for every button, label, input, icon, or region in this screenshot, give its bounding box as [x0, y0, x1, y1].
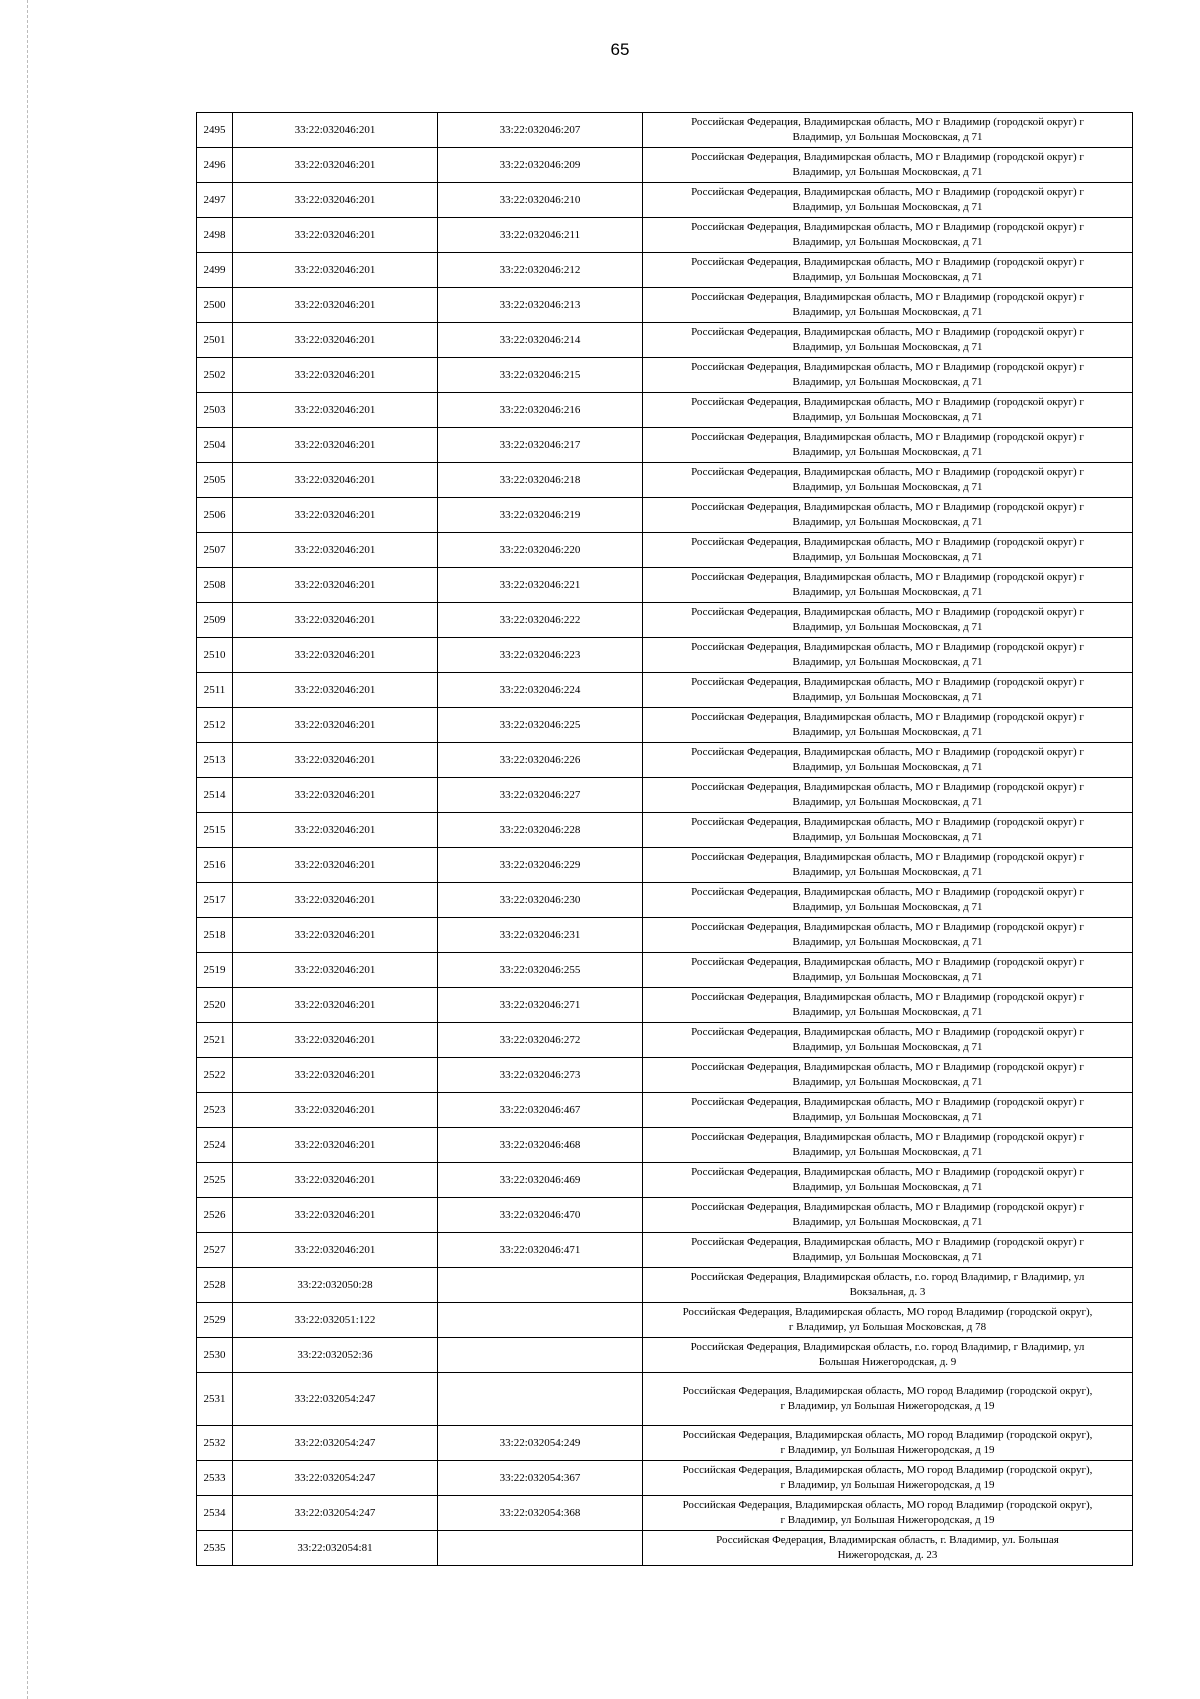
related-cadastral-number-cell: 33:22:032046:229 — [438, 848, 643, 883]
row-number-cell: 2512 — [197, 708, 233, 743]
address-line-1: Российская Федерация, Владимирская область, МО г Владимир (городской округ) г — [691, 536, 1084, 548]
table-row — [197, 113, 1133, 148]
address-cell — [643, 1373, 1133, 1426]
address-line-1: Российская Федерация, Владимирская область, МО г Владимир (городской округ) г — [691, 431, 1084, 443]
related-cadastral-number-cell: 33:22:032046:212 — [438, 253, 643, 288]
related-cadastral-number-cell: 33:22:032046:210 — [438, 183, 643, 218]
cadastral-number-cell: 33:22:032054:247 — [233, 1496, 438, 1531]
address-cell — [643, 1496, 1133, 1531]
row-number-cell: 2524 — [197, 1128, 233, 1163]
row-number-cell: 2496 — [197, 148, 233, 183]
address-line-1: Российская Федерация, Владимирская область, МО город Владимир (городской округ), — [682, 1306, 1093, 1318]
row-number-cell: 2495 — [197, 113, 233, 148]
address-cell — [643, 253, 1133, 288]
address-line-2: Владимир, ул Большая Московская, д 71 — [792, 761, 983, 773]
address-line-1: Российская Федерация, Владимирская область, МО г Владимир (городской округ) г — [691, 1166, 1084, 1178]
table-row — [197, 603, 1133, 638]
address-cell — [643, 708, 1133, 743]
table-row — [197, 1233, 1133, 1268]
related-cadastral-number-cell: 33:22:032046:207 — [438, 113, 643, 148]
row-number-cell: 2529 — [197, 1303, 233, 1338]
row-number-cell: 2520 — [197, 988, 233, 1023]
address-line-2: Владимир, ул Большая Московская, д 71 — [792, 411, 983, 423]
address-cell — [643, 848, 1133, 883]
table-row — [197, 1163, 1133, 1198]
table-row — [197, 393, 1133, 428]
address-cell — [643, 218, 1133, 253]
address-line-2: Владимир, ул Большая Московская, д 71 — [792, 236, 983, 248]
address-cell — [643, 1058, 1133, 1093]
related-cadastral-number-cell: 33:22:032046:469 — [438, 1163, 643, 1198]
address-line-2: Владимир, ул Большая Московская, д 71 — [792, 1076, 983, 1088]
address-cell — [643, 953, 1133, 988]
related-cadastral-number-cell: 33:22:032054:368 — [438, 1496, 643, 1531]
cadastral-number-cell: 33:22:032054:247 — [233, 1373, 438, 1426]
address-cell — [643, 1198, 1133, 1233]
address-line-2: Владимир, ул Большая Московская, д 71 — [792, 621, 983, 633]
related-cadastral-number-cell: 33:22:032046:467 — [438, 1093, 643, 1128]
cadastral-number-cell: 33:22:032046:201 — [233, 183, 438, 218]
row-number-cell: 2500 — [197, 288, 233, 323]
cadastral-number-cell: 33:22:032046:201 — [233, 1023, 438, 1058]
registry-table-body — [197, 113, 1133, 1566]
address-line-2: Владимир, ул Большая Московская, д 71 — [792, 1146, 983, 1158]
address-line-2: Вокзальная, д. 3 — [849, 1286, 926, 1298]
cadastral-number-cell: 33:22:032046:201 — [233, 848, 438, 883]
cadastral-number-cell: 33:22:032054:247 — [233, 1461, 438, 1496]
address-line-2: г Владимир, ул Большая Нижегородская, д 19 — [780, 1479, 995, 1491]
table-row — [197, 883, 1133, 918]
row-number-cell: 2530 — [197, 1338, 233, 1373]
address-line-2: Владимир, ул Большая Московская, д 71 — [792, 586, 983, 598]
cadastral-number-cell: 33:22:032046:201 — [233, 673, 438, 708]
row-number-cell: 2534 — [197, 1496, 233, 1531]
address-cell — [643, 288, 1133, 323]
address-cell — [643, 113, 1133, 148]
table-row — [197, 498, 1133, 533]
address-line-1: Российская Федерация, Владимирская область, МО г Владимир (городской округ) г — [691, 921, 1084, 933]
table-row — [197, 1426, 1133, 1461]
related-cadastral-number-cell: 33:22:032046:217 — [438, 428, 643, 463]
table-row — [197, 673, 1133, 708]
row-number-cell: 2519 — [197, 953, 233, 988]
address-line-2: г Владимир, ул Большая Нижегородская, д 19 — [780, 1514, 995, 1526]
address-line-2: Владимир, ул Большая Московская, д 71 — [792, 656, 983, 668]
address-cell — [643, 778, 1133, 813]
address-cell — [643, 568, 1133, 603]
address-line-2: Большая Нижегородская, д. 9 — [818, 1356, 957, 1368]
table-row — [197, 988, 1133, 1023]
address-line-1: Российская Федерация, Владимирская область, МО г Владимир (городской округ) г — [691, 396, 1084, 408]
address-cell — [643, 393, 1133, 428]
row-number-cell: 2499 — [197, 253, 233, 288]
related-cadastral-number-cell: 33:22:032046:211 — [438, 218, 643, 253]
address-cell — [643, 1163, 1133, 1198]
row-number-cell: 2531 — [197, 1373, 233, 1426]
address-cell — [643, 1023, 1133, 1058]
address-cell — [643, 323, 1133, 358]
address-cell — [643, 1128, 1133, 1163]
row-number-cell: 2498 — [197, 218, 233, 253]
cadastral-number-cell: 33:22:032050:28 — [233, 1268, 438, 1303]
address-line-1: Российская Федерация, Владимирская область, МО город Владимир (городской округ), — [682, 1385, 1093, 1397]
cadastral-number-cell: 33:22:032046:201 — [233, 148, 438, 183]
address-line-1: Российская Федерация, Владимирская область, МО город Владимир (городской округ), — [682, 1464, 1093, 1476]
table-row — [197, 1023, 1133, 1058]
address-line-2: Владимир, ул Большая Московская, д 71 — [792, 831, 983, 843]
address-line-2: Владимир, ул Большая Московская, д 71 — [792, 901, 983, 913]
address-line-1: Российская Федерация, Владимирская область, МО г Владимир (городской округ) г — [691, 1131, 1084, 1143]
related-cadastral-number-cell: 33:22:032046:228 — [438, 813, 643, 848]
address-line-1: Российская Федерация, Владимирская область, МО г Владимир (городской округ) г — [691, 1236, 1084, 1248]
address-line-1: Российская Федерация, Владимирская область, МО г Владимир (городской округ) г — [691, 1201, 1084, 1213]
address-line-1: Российская Федерация, Владимирская область, МО г Владимир (городской округ) г — [691, 116, 1084, 128]
cadastral-number-cell: 33:22:032046:201 — [233, 918, 438, 953]
address-line-2: Владимир, ул Большая Московская, д 71 — [792, 1251, 983, 1263]
table-row — [197, 1496, 1133, 1531]
row-number-cell: 2509 — [197, 603, 233, 638]
address-line-2: Владимир, ул Большая Московская, д 71 — [792, 201, 983, 213]
related-cadastral-number-cell: 33:22:032046:468 — [438, 1128, 643, 1163]
address-line-1: Российская Федерация, Владимирская область, МО г Владимир (городской округ) г — [691, 1061, 1084, 1073]
address-cell — [643, 1093, 1133, 1128]
table-row — [197, 183, 1133, 218]
cadastral-number-cell: 33:22:032046:201 — [233, 428, 438, 463]
table-row — [197, 428, 1133, 463]
related-cadastral-number-cell — [438, 1303, 643, 1338]
table-row — [197, 1303, 1133, 1338]
registry-table — [196, 112, 1133, 1566]
address-cell — [643, 1461, 1133, 1496]
address-cell — [643, 428, 1133, 463]
address-line-1: Российская Федерация, Владимирская область, МО г Владимир (городской округ) г — [691, 186, 1084, 198]
row-number-cell: 2501 — [197, 323, 233, 358]
address-line-2: Владимир, ул Большая Московская, д 71 — [792, 131, 983, 143]
address-line-1: Российская Федерация, Владимирская область, МО г Владимир (городской округ) г — [691, 816, 1084, 828]
cadastral-number-cell: 33:22:032046:201 — [233, 393, 438, 428]
related-cadastral-number-cell: 33:22:032046:255 — [438, 953, 643, 988]
cadastral-number-cell: 33:22:032046:201 — [233, 708, 438, 743]
table-row — [197, 358, 1133, 393]
cadastral-number-cell: 33:22:032046:201 — [233, 253, 438, 288]
related-cadastral-number-cell: 33:22:032046:273 — [438, 1058, 643, 1093]
table-row — [197, 1531, 1133, 1566]
row-number-cell: 2507 — [197, 533, 233, 568]
table-row — [197, 918, 1133, 953]
address-cell — [643, 498, 1133, 533]
address-line-2: Владимир, ул Большая Московская, д 71 — [792, 306, 983, 318]
table-row — [197, 638, 1133, 673]
address-line-1: Российская Федерация, Владимирская область, МО г Владимир (городской округ) г — [691, 1026, 1084, 1038]
address-line-2: г Владимир, ул Большая Московская, д 78 — [788, 1321, 987, 1333]
row-number-cell: 2516 — [197, 848, 233, 883]
address-line-2: Владимир, ул Большая Московская, д 71 — [792, 446, 983, 458]
address-line-1: Российская Федерация, Владимирская область, МО г Владимир (городской округ) г — [691, 956, 1084, 968]
address-cell — [643, 148, 1133, 183]
cadastral-number-cell: 33:22:032046:201 — [233, 638, 438, 673]
related-cadastral-number-cell: 33:22:032046:272 — [438, 1023, 643, 1058]
address-cell — [643, 813, 1133, 848]
cadastral-number-cell: 33:22:032046:201 — [233, 883, 438, 918]
related-cadastral-number-cell — [438, 1268, 643, 1303]
address-line-2: г Владимир, ул Большая Нижегородская, д 19 — [780, 1444, 995, 1456]
cadastral-number-cell: 33:22:032046:201 — [233, 323, 438, 358]
table-row — [197, 323, 1133, 358]
address-cell — [643, 533, 1133, 568]
related-cadastral-number-cell: 33:22:032046:213 — [438, 288, 643, 323]
related-cadastral-number-cell: 33:22:032046:218 — [438, 463, 643, 498]
address-cell — [643, 918, 1133, 953]
table-row — [197, 1058, 1133, 1093]
cadastral-number-cell: 33:22:032046:201 — [233, 358, 438, 393]
address-line-1: Российская Федерация, Владимирская область, МО г Владимир (городской округ) г — [691, 1096, 1084, 1108]
table-row — [197, 1093, 1133, 1128]
address-cell — [643, 883, 1133, 918]
related-cadastral-number-cell: 33:22:032046:214 — [438, 323, 643, 358]
table-row — [197, 1198, 1133, 1233]
cadastral-number-cell: 33:22:032046:201 — [233, 218, 438, 253]
row-number-cell: 2528 — [197, 1268, 233, 1303]
cadastral-number-cell: 33:22:032046:201 — [233, 1093, 438, 1128]
address-line-1: Российская Федерация, Владимирская область, МО г Владимир (городской округ) г — [691, 746, 1084, 758]
address-line-1: Российская Федерация, Владимирская область, МО г Владимир (городской округ) г — [691, 256, 1084, 268]
row-number-cell: 2523 — [197, 1093, 233, 1128]
cadastral-number-cell: 33:22:032054:247 — [233, 1426, 438, 1461]
address-line-1: Российская Федерация, Владимирская область, МО г Владимир (городской округ) г — [691, 641, 1084, 653]
row-number-cell: 2514 — [197, 778, 233, 813]
address-line-1: Российская Федерация, Владимирская область, МО г Владимир (городской округ) г — [691, 466, 1084, 478]
address-line-1: Российская Федерация, Владимирская область, МО г Владимир (городской округ) г — [691, 711, 1084, 723]
table-row — [197, 778, 1133, 813]
address-line-1: Российская Федерация, Владимирская область, МО г Владимир (городской округ) г — [691, 851, 1084, 863]
table-row — [197, 568, 1133, 603]
address-line-2: Владимир, ул Большая Московская, д 71 — [792, 516, 983, 528]
related-cadastral-number-cell: 33:22:032054:249 — [438, 1426, 643, 1461]
address-line-2: Владимир, ул Большая Московская, д 71 — [792, 341, 983, 353]
row-number-cell: 2526 — [197, 1198, 233, 1233]
address-line-1: Российская Федерация, Владимирская область, МО г Владимир (городской округ) г — [691, 151, 1084, 163]
address-cell — [643, 638, 1133, 673]
address-line-2: Владимир, ул Большая Московская, д 71 — [792, 971, 983, 983]
related-cadastral-number-cell: 33:22:032046:224 — [438, 673, 643, 708]
address-line-2: Владимир, ул Большая Московская, д 71 — [792, 936, 983, 948]
table-row — [197, 1373, 1133, 1426]
address-line-2: Нижегородская, д. 23 — [837, 1549, 938, 1561]
related-cadastral-number-cell: 33:22:032046:216 — [438, 393, 643, 428]
page-number: 65 — [610, 40, 630, 59]
row-number-cell: 2522 — [197, 1058, 233, 1093]
address-line-1: Российская Федерация, Владимирская область, МО город Владимир (городской округ), — [682, 1499, 1093, 1511]
address-line-1: Российская Федерация, Владимирская область, г.о. город Владимир, г Владимир, ул — [690, 1341, 1085, 1353]
row-number-cell: 2525 — [197, 1163, 233, 1198]
table-row — [197, 463, 1133, 498]
cadastral-number-cell: 33:22:032046:201 — [233, 603, 438, 638]
cadastral-number-cell: 33:22:032046:201 — [233, 1233, 438, 1268]
cadastral-number-cell: 33:22:032046:201 — [233, 778, 438, 813]
related-cadastral-number-cell: 33:22:032046:215 — [438, 358, 643, 393]
table-row — [197, 708, 1133, 743]
table-row — [197, 148, 1133, 183]
address-line-1: Российская Федерация, Владимирская область, МО г Владимир (городской округ) г — [691, 606, 1084, 618]
address-line-2: Владимир, ул Большая Московская, д 71 — [792, 1006, 983, 1018]
related-cadastral-number-cell: 33:22:032046:226 — [438, 743, 643, 778]
row-number-cell: 2506 — [197, 498, 233, 533]
table-row — [197, 533, 1133, 568]
address-line-1: Российская Федерация, Владимирская область, МО г Владимир (городской округ) г — [691, 361, 1084, 373]
row-number-cell: 2527 — [197, 1233, 233, 1268]
address-line-2: Владимир, ул Большая Московская, д 71 — [792, 1041, 983, 1053]
row-number-cell: 2518 — [197, 918, 233, 953]
address-line-2: Владимир, ул Большая Московская, д 71 — [792, 1216, 983, 1228]
address-cell — [643, 1268, 1133, 1303]
address-cell — [643, 1531, 1133, 1566]
related-cadastral-number-cell: 33:22:032046:209 — [438, 148, 643, 183]
related-cadastral-number-cell — [438, 1338, 643, 1373]
row-number-cell: 2497 — [197, 183, 233, 218]
address-cell — [643, 358, 1133, 393]
row-number-cell: 2511 — [197, 673, 233, 708]
row-number-cell: 2521 — [197, 1023, 233, 1058]
row-number-cell: 2517 — [197, 883, 233, 918]
address-line-2: Владимир, ул Большая Московская, д 71 — [792, 796, 983, 808]
cadastral-number-cell: 33:22:032046:201 — [233, 1058, 438, 1093]
address-line-1: Российская Федерация, Владимирская область, МО г Владимир (городской округ) г — [691, 221, 1084, 233]
row-number-cell: 2503 — [197, 393, 233, 428]
address-line-1: Российская Федерация, Владимирская область, МО г Владимир (городской округ) г — [691, 501, 1084, 513]
row-number-cell: 2508 — [197, 568, 233, 603]
address-cell — [643, 1233, 1133, 1268]
cadastral-number-cell: 33:22:032052:36 — [233, 1338, 438, 1373]
cadastral-number-cell: 33:22:032046:201 — [233, 953, 438, 988]
address-cell — [643, 1426, 1133, 1461]
related-cadastral-number-cell: 33:22:032046:219 — [438, 498, 643, 533]
address-line-1: Российская Федерация, Владимирская область, МО г Владимир (городской округ) г — [691, 326, 1084, 338]
table-row — [197, 1338, 1133, 1373]
cadastral-number-cell: 33:22:032046:201 — [233, 1198, 438, 1233]
related-cadastral-number-cell: 33:22:032046:220 — [438, 533, 643, 568]
address-line-2: Владимир, ул Большая Московская, д 71 — [792, 271, 983, 283]
address-line-2: Владимир, ул Большая Московская, д 71 — [792, 691, 983, 703]
cadastral-number-cell: 33:22:032046:201 — [233, 498, 438, 533]
cadastral-number-cell: 33:22:032046:201 — [233, 743, 438, 778]
row-number-cell: 2510 — [197, 638, 233, 673]
address-cell — [643, 988, 1133, 1023]
address-line-2: г Владимир, ул Большая Нижегородская, д 19 — [780, 1400, 995, 1412]
related-cadastral-number-cell: 33:22:032046:225 — [438, 708, 643, 743]
related-cadastral-number-cell: 33:22:032046:227 — [438, 778, 643, 813]
table-row — [197, 218, 1133, 253]
row-number-cell: 2513 — [197, 743, 233, 778]
table-row — [197, 1461, 1133, 1496]
cadastral-number-cell: 33:22:032046:201 — [233, 463, 438, 498]
row-number-cell: 2535 — [197, 1531, 233, 1566]
row-number-cell: 2515 — [197, 813, 233, 848]
table-row — [197, 743, 1133, 778]
address-cell — [643, 743, 1133, 778]
related-cadastral-number-cell: 33:22:032046:221 — [438, 568, 643, 603]
address-line-2: Владимир, ул Большая Московская, д 71 — [792, 551, 983, 563]
address-cell — [643, 1338, 1133, 1373]
address-line-1: Российская Федерация, Владимирская область, МО г Владимир (городской округ) г — [691, 676, 1084, 688]
address-line-1: Российская Федерация, Владимирская область, МО город Владимир (городской округ), — [682, 1429, 1093, 1441]
address-line-1: Российская Федерация, Владимирская область, МО г Владимир (городской округ) г — [691, 571, 1084, 583]
table-row — [197, 1268, 1133, 1303]
related-cadastral-number-cell: 33:22:032046:223 — [438, 638, 643, 673]
scan-margin-line — [27, 0, 28, 1699]
address-cell — [643, 603, 1133, 638]
row-number-cell: 2532 — [197, 1426, 233, 1461]
table-row — [197, 813, 1133, 848]
row-number-cell: 2502 — [197, 358, 233, 393]
row-number-cell: 2504 — [197, 428, 233, 463]
address-line-2: Владимир, ул Большая Московская, д 71 — [792, 166, 983, 178]
table-row — [197, 1128, 1133, 1163]
cadastral-number-cell: 33:22:032046:201 — [233, 1128, 438, 1163]
address-line-2: Владимир, ул Большая Московская, д 71 — [792, 481, 983, 493]
address-line-1: Российская Федерация, Владимирская область, МО г Владимир (городской округ) г — [691, 291, 1084, 303]
table-row — [197, 848, 1133, 883]
cadastral-number-cell: 33:22:032046:201 — [233, 288, 438, 323]
address-line-2: Владимир, ул Большая Московская, д 71 — [792, 726, 983, 738]
cadastral-number-cell: 33:22:032046:201 — [233, 533, 438, 568]
address-cell — [643, 463, 1133, 498]
related-cadastral-number-cell: 33:22:032046:231 — [438, 918, 643, 953]
address-cell — [643, 183, 1133, 218]
table-row — [197, 288, 1133, 323]
related-cadastral-number-cell: 33:22:032046:222 — [438, 603, 643, 638]
row-number-cell: 2505 — [197, 463, 233, 498]
cadastral-number-cell: 33:22:032046:201 — [233, 813, 438, 848]
related-cadastral-number-cell — [438, 1373, 643, 1426]
address-cell — [643, 1303, 1133, 1338]
address-line-1: Российская Федерация, Владимирская область, МО г Владимир (городской округ) г — [691, 781, 1084, 793]
address-cell — [643, 673, 1133, 708]
address-line-1: Российская Федерация, Владимирская область, г.о. город Владимир, г Владимир, ул — [690, 1271, 1085, 1283]
table-row — [197, 953, 1133, 988]
related-cadastral-number-cell: 33:22:032046:230 — [438, 883, 643, 918]
address-line-2: Владимир, ул Большая Московская, д 71 — [792, 866, 983, 878]
related-cadastral-number-cell: 33:22:032046:471 — [438, 1233, 643, 1268]
cadastral-number-cell: 33:22:032046:201 — [233, 988, 438, 1023]
cadastral-number-cell: 33:22:032051:122 — [233, 1303, 438, 1338]
address-line-1: Российская Федерация, Владимирская область, МО г Владимир (городской округ) г — [691, 991, 1084, 1003]
address-line-2: Владимир, ул Большая Московская, д 71 — [792, 1111, 983, 1123]
related-cadastral-number-cell: 33:22:032046:470 — [438, 1198, 643, 1233]
address-line-1: Российская Федерация, Владимирская область, г. Владимир, ул. Большая — [716, 1534, 1059, 1546]
cadastral-number-cell: 33:22:032054:81 — [233, 1531, 438, 1566]
related-cadastral-number-cell: 33:22:032046:271 — [438, 988, 643, 1023]
address-line-2: Владимир, ул Большая Московская, д 71 — [792, 1181, 983, 1193]
cadastral-number-cell: 33:22:032046:201 — [233, 568, 438, 603]
row-number-cell: 2533 — [197, 1461, 233, 1496]
related-cadastral-number-cell — [438, 1531, 643, 1566]
cadastral-number-cell: 33:22:032046:201 — [233, 1163, 438, 1198]
address-line-2: Владимир, ул Большая Московская, д 71 — [792, 376, 983, 388]
cadastral-number-cell: 33:22:032046:201 — [233, 113, 438, 148]
table-row — [197, 253, 1133, 288]
related-cadastral-number-cell: 33:22:032054:367 — [438, 1461, 643, 1496]
address-line-1: Российская Федерация, Владимирская область, МО г Владимир (городской округ) г — [691, 886, 1084, 898]
